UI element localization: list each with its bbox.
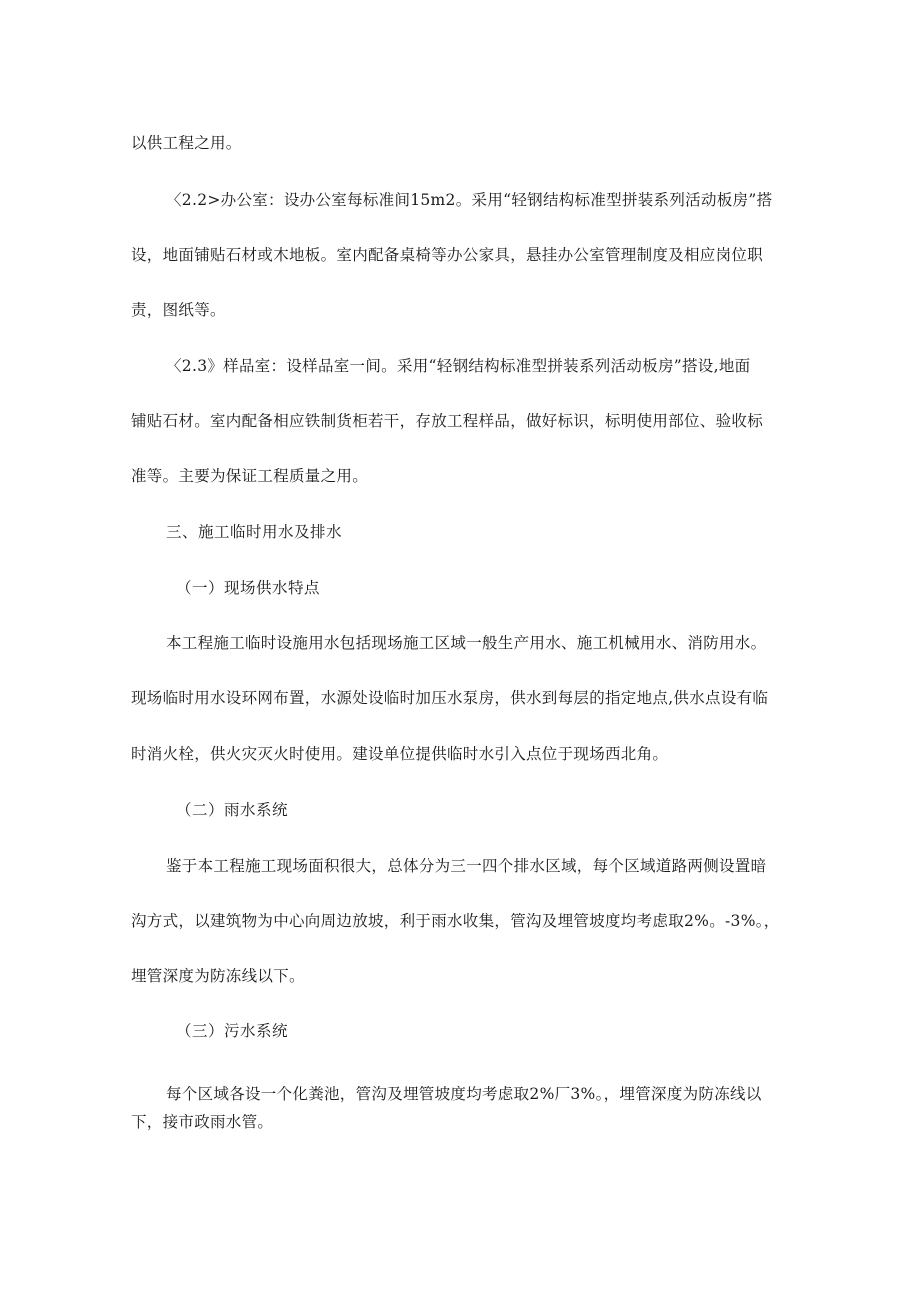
paragraph-line: 鉴于本工程施工现场面积很大，总体分为三一四个排水区域，每个区域道路两侧设置暗 (166, 857, 767, 875)
paragraph-line: 时消火栓，供火灾灭火时使用。建设单位提供临时水引入点位于现场西北角。 (131, 745, 669, 763)
paragraph-line: 现场临时用水设环网布置，水源处设临时加压水泵房，供水到每层的指定地点,供水点设有临 (131, 689, 769, 707)
paragraph-line: 本工程施工临时设施用水包括现场施工区域一般生产用水、施工机械用水、消防用水。 (166, 634, 767, 652)
paragraph-line: 下，接市政雨水管。 (131, 1113, 274, 1131)
subsection-heading: （二）雨水系统 (176, 801, 289, 819)
paragraph-line: 〈2.3》样品室：设样品室一间。采用“轻钢结构标准型拼装系列活动板房”搭设,地面 (166, 357, 751, 375)
subsection-heading: （一）现场供水特点 (176, 579, 321, 597)
paragraph-line: 责，图纸等。 (131, 301, 226, 319)
section-heading: 三、施工临时用水及排水 (166, 523, 343, 541)
paragraph-line: 铺贴石材。室内配备相应铁制货柜若干，存放工程样品，做好标识，标明使用部位、验收标 (131, 412, 764, 430)
paragraph-line: 沟方式，以建筑物为中心向周边放坡，利于雨水收集，管沟及埋管坡度均考虑取2%。-3%。， (131, 912, 780, 930)
paragraph-line: 每个区域各设一个化粪池，管沟及埋管坡度均考虑取2%厂3%。，埋管深度为防冻线以 (166, 1085, 762, 1103)
subsection-heading: （三）污水系统 (176, 1022, 289, 1040)
paragraph-line: 埋管深度为防冻线以下。 (131, 967, 305, 985)
paragraph-line: 〈2.2>办公室：设办公室每标准间15m2。采用“轻钢结构标准型拼装系列活动板房”搭 (166, 191, 773, 209)
paragraph-line: 准等。主要为保证工程质量之用。 (131, 467, 369, 485)
paragraph-line: 设，地面铺贴石材或木地板。室内配备桌椅等办公家具，悬挂办公室管理制度及相应岗位职 (131, 246, 764, 264)
paragraph-line: 以供工程之用。 (131, 134, 242, 152)
